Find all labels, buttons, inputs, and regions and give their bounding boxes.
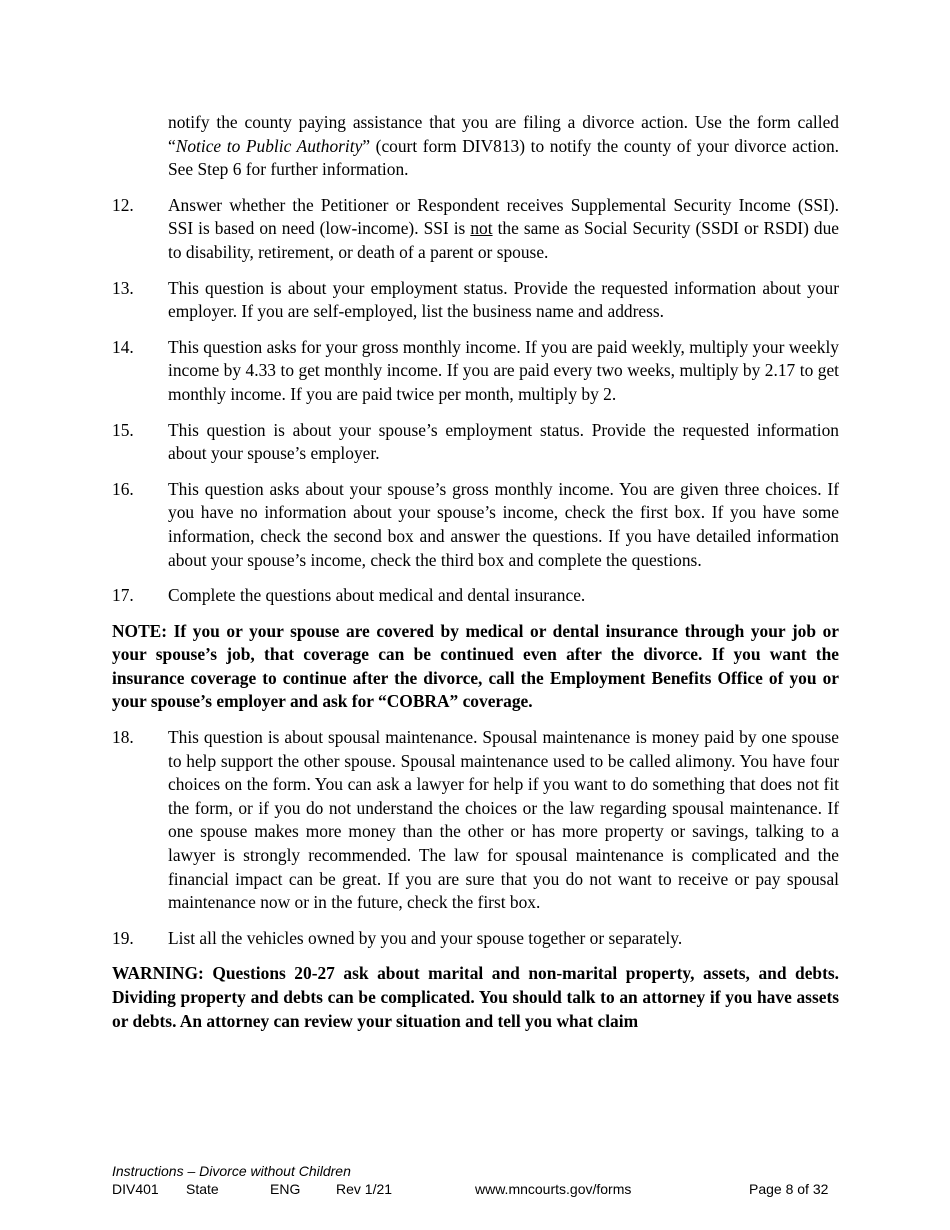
item-number: 14.	[112, 336, 134, 357]
item-text: Complete the questions about medical and dental insurance.	[168, 585, 586, 606]
list-item-17	[112, 584, 839, 608]
item-number: 12.	[112, 194, 134, 215]
list-item-12	[112, 194, 839, 265]
item-number: 19.	[112, 927, 134, 948]
list-item-16	[112, 478, 839, 572]
note-paragraph: NOTE: If you or your spouse are covered by medical or dental insurance through your job or your spouse’s job, that coverage can be continued even after the divorce. If you want the insurance coverage to continue after the divorce, call the Employment Benefits Office of you or your spouse’s employer and ask for “COBRA” coverage.	[112, 620, 839, 712]
item-number: 13.	[112, 277, 134, 298]
item-text: This question asks about your spouse’s gross monthly income. You are given three choices. If you have no information about your spouse’s income, check the first box. If you have some information, check the second box and answer the questions. If you have detailed information about your spouse’s income, check the third box and complete the questions.	[168, 478, 839, 570]
page-footer	[112, 1162, 839, 1198]
list-item-18	[112, 726, 839, 915]
footer-language: ENG	[270, 1181, 301, 1197]
continuation-text-2: ” (court form DIV813) to notify the county of your divorce action. See Step 6 for further information.	[168, 135, 839, 180]
item-text: This question is about your spouse’s employment status. Provide the requested information about your spouse’s employer.	[168, 419, 839, 464]
item-text: List all the vehicles owned by you and your spouse together or separately.	[168, 927, 683, 948]
instructions-body	[112, 111, 839, 1045]
warning-paragraph: WARNING: Questions 20-27 ask about marital and non-marital property, assets, and debts. Dividing property and debts can be complicated. You should talk to an attorney if you have assets or debts. An attorney can review your situation and tell you what claim	[112, 963, 839, 1031]
item-number: 16.	[112, 478, 134, 499]
underlined-not: not	[470, 218, 493, 239]
continuation-text-1: notify the county paying assistance that you are filing a divorce action. Use the form called “	[168, 112, 839, 156]
item-text: Answer whether the Petitioner or Respondent receives Supplemental Security Income (SSI). SSI is based on need (low-income). SSI is not the same as Social Security (SSDI or RSDI) due to disability, retirement, or death of a parent or spouse.	[168, 194, 839, 262]
footer-revision: Rev 1/21	[336, 1181, 393, 1197]
form-title-italic: Notice to Public Authority	[175, 135, 363, 156]
item-text: This question asks for your gross monthly income. If you are paid weekly, multiply your weekly income by 4.33 to get monthly income. If you are paid every two weeks, multiply by 2.17 to get monthly income. If you are paid twice per month, multiply by 2.	[168, 336, 839, 404]
list-item-19	[112, 927, 839, 951]
continuation-paragraph	[168, 111, 839, 182]
footer-title: Instructions – Divorce without Children	[112, 1163, 351, 1179]
footer-row	[112, 1180, 839, 1198]
item-number: 18.	[112, 727, 134, 748]
footer-url: www.mncourts.gov/forms	[475, 1181, 632, 1197]
footer-jurisdiction: State	[186, 1181, 219, 1197]
item-text: This question is about spousal maintenance. Spousal maintenance is money paid by one spouse to help support the other spouse. Spousal maintenance used to be called alimony. You have four choices on the form. You can ask a lawyer for help if you want to do something that does not fit the form, or if you do not understand the choices or the law regarding spousal maintenance. If one spouse makes more money than the other or has more property or savings, talking to a lawyer is strongly recommended. The law for spousal maintenance is complicated and the financial impact can be great. If you are sure that you do not want to receive or pay spousal maintenance now or in the future, check the first box.	[168, 727, 839, 913]
footer-page-number: Page 8 of 32	[749, 1181, 829, 1197]
item-number: 17.	[112, 585, 134, 606]
item-text: This question is about your employment status. Provide the requested information about your employer. If you are self-employed, list the business name and address.	[168, 277, 839, 322]
item-number: 15.	[112, 419, 134, 440]
list-item-15	[112, 419, 839, 466]
footer-form-number: DIV401	[112, 1181, 159, 1197]
list-item-14	[112, 336, 839, 407]
list-item-13	[112, 277, 839, 324]
